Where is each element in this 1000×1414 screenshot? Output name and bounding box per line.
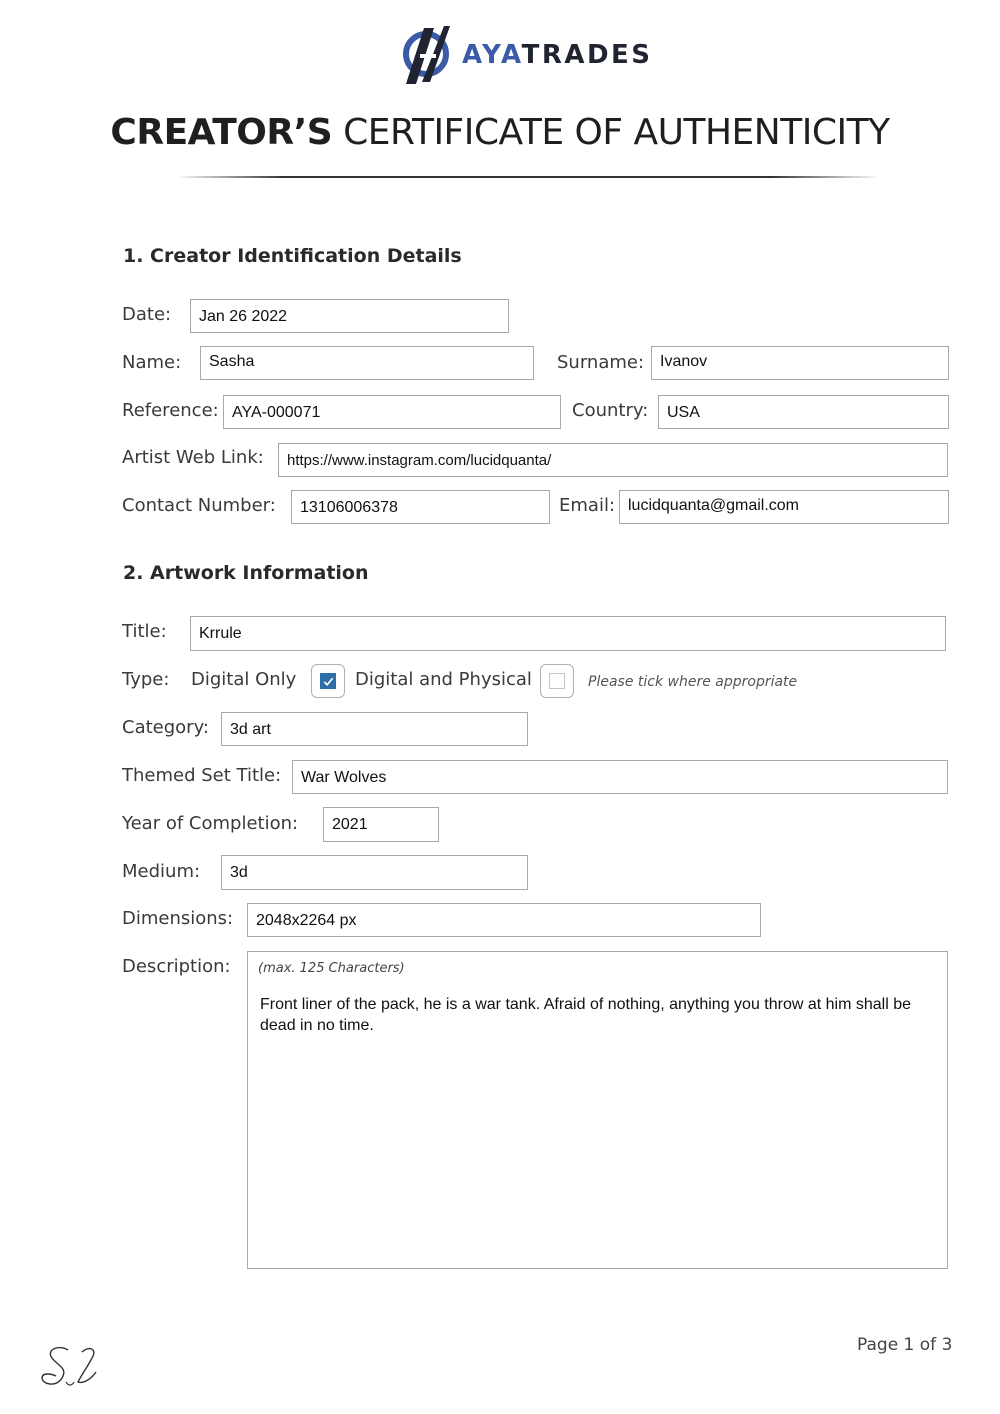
reference-label: Reference: bbox=[122, 400, 219, 421]
title-rest-part: CERTIFICATE OF AUTHENTICITY bbox=[343, 112, 890, 153]
title-label: Title: bbox=[122, 621, 167, 642]
section-1-heading: 1. Creator Identification Details bbox=[123, 245, 462, 267]
document-title bbox=[0, 112, 1000, 153]
ayatrades-logo-icon bbox=[400, 22, 452, 88]
digital-physical-label: Digital and Physical bbox=[355, 669, 532, 690]
dimensions-field[interactable]: 2048x2264 px bbox=[247, 903, 761, 937]
contact-number-field[interactable]: 13106006378 bbox=[291, 490, 550, 524]
date-label: Date: bbox=[122, 304, 172, 325]
digital-physical-checkbox[interactable] bbox=[540, 664, 574, 698]
tick-hint: Please tick where appropriate bbox=[588, 674, 798, 690]
name-field[interactable]: Sasha bbox=[200, 346, 534, 380]
title-field[interactable]: Krrule bbox=[190, 616, 946, 651]
description-field[interactable] bbox=[247, 951, 948, 1269]
logo-text-aya: AYA bbox=[462, 40, 522, 70]
name-label: Name: bbox=[122, 352, 182, 373]
description-label: Description: bbox=[122, 956, 231, 977]
digital-only-label: Digital Only bbox=[191, 669, 297, 690]
ayatrades-logo bbox=[400, 20, 653, 90]
logo-text-trades: TRADES bbox=[521, 40, 653, 70]
section-2-heading: 2. Artwork Information bbox=[123, 562, 369, 584]
country-field[interactable]: USA bbox=[658, 395, 949, 429]
surname-field[interactable]: Ivanov bbox=[651, 346, 949, 380]
medium-field[interactable]: 3d bbox=[221, 855, 528, 890]
medium-label: Medium: bbox=[122, 861, 201, 882]
page-number: Page 1 of 3 bbox=[857, 1335, 953, 1355]
themed-set-field[interactable]: War Wolves bbox=[292, 760, 948, 794]
description-hint: (max. 125 Characters) bbox=[258, 961, 405, 976]
title-divider bbox=[180, 176, 875, 178]
category-label: Category: bbox=[122, 717, 209, 738]
checkmark-icon bbox=[320, 673, 336, 689]
contact-number-label: Contact Number: bbox=[122, 495, 276, 516]
empty-check-square bbox=[549, 673, 565, 689]
surname-label: Surname: bbox=[557, 352, 645, 373]
web-link-label: Artist Web Link: bbox=[122, 447, 264, 468]
country-label: Country: bbox=[572, 400, 649, 421]
email-field[interactable]: lucidquanta@gmail.com bbox=[619, 490, 949, 524]
category-field[interactable]: 3d art bbox=[221, 712, 528, 746]
year-label: Year of Completion: bbox=[122, 813, 299, 834]
description-text: Front liner of the pack, he is a war tank. Afraid of nothing, anything you throw at him shall be dead in no time. bbox=[260, 996, 912, 1034]
digital-only-checkbox[interactable] bbox=[311, 664, 345, 698]
year-field[interactable]: 2021 bbox=[323, 807, 439, 842]
signature-image bbox=[38, 1342, 108, 1390]
email-label: Email: bbox=[559, 495, 616, 516]
title-bold-part: CREATOR’S bbox=[110, 112, 333, 153]
web-link-field[interactable]: https://www.instagram.com/lucidquanta/ bbox=[278, 443, 948, 477]
dimensions-label: Dimensions: bbox=[122, 908, 234, 929]
date-field[interactable]: Jan 26 2022 bbox=[190, 299, 509, 333]
reference-field[interactable]: AYA-000071 bbox=[223, 395, 561, 429]
type-label: Type: bbox=[122, 669, 170, 690]
logo-wordmark bbox=[462, 40, 653, 70]
themed-set-label: Themed Set Title: bbox=[122, 765, 282, 786]
